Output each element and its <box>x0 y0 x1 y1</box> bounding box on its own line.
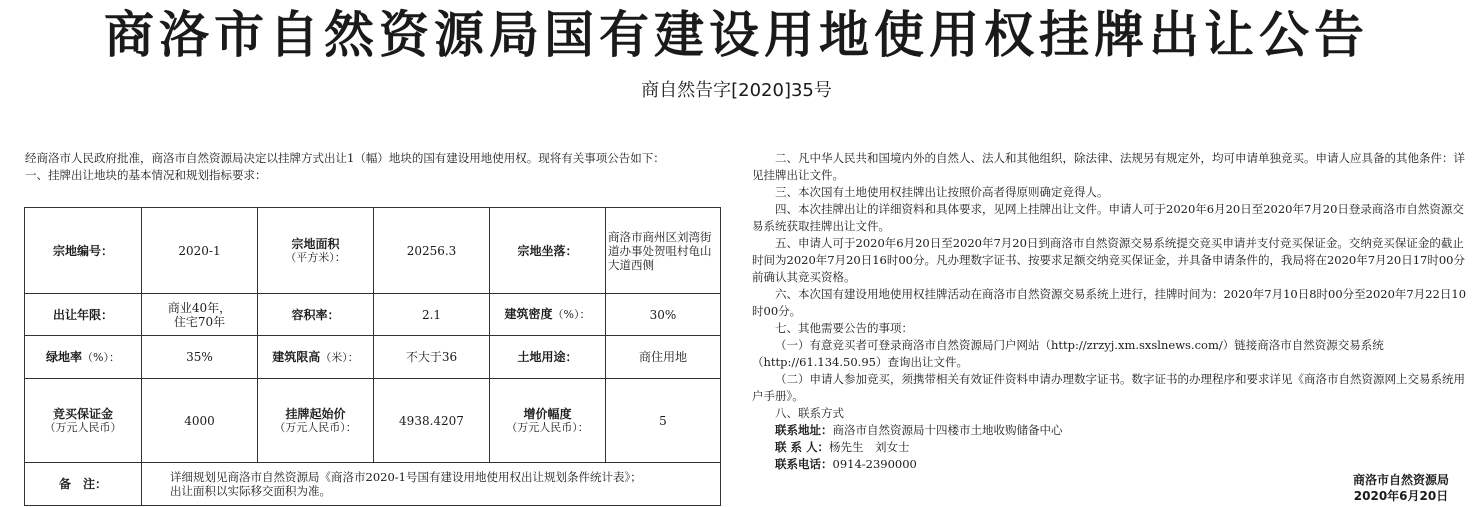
paragraph-4: 四、本次挂牌出让的详细资料和具体要求，见网上挂牌出让文件。申请人可于2020年6月20日至2020年7月20日登录商洛市自然资源交易系统获取挂牌出让文件。 <box>752 202 1464 233</box>
term-residential: 住宅70年 <box>173 314 226 329</box>
contact-person <box>752 439 1471 456</box>
remarks-value <box>142 463 721 506</box>
height-limit-label-text: 建筑限高 <box>272 349 321 364</box>
parcel-location-label: 宗地坐落： <box>490 208 606 294</box>
contact-person-label: 联 系 人： <box>775 440 830 454</box>
term-value <box>142 294 258 336</box>
paragraph-6: 六、本次国有建设用地使用权挂牌活动在商洛市自然资源交易系统上进行，挂牌时间为：2020年7月10日8时00分至2020年7月22日10时00分。 <box>752 287 1467 318</box>
contact-phone <box>752 456 1471 473</box>
paragraph-7: 七、其他需要公告的事项： <box>775 321 913 335</box>
land-use-value: 商住用地 <box>606 336 721 379</box>
building-density-label-text: 建筑密度 <box>504 307 553 321</box>
remarks-line-2: 出让面积以实际移交面积为准。 <box>170 484 331 498</box>
contact-address-label: 联系地址： <box>775 423 833 437</box>
paragraph-8: 八、联系方式 <box>775 406 844 420</box>
parcel-area-unit: （平方米）： <box>285 250 346 264</box>
height-limit-value: 不大于36 <box>374 336 490 379</box>
paragraph-7b: （二）申请人参加竞买，须携带相关有效证件资料申请办理数字证书。数字证书的办理程序和要求详见《商洛市自然资源网上交易系统用户手册》。 <box>752 372 1465 403</box>
signature-block <box>1353 472 1449 504</box>
paragraph-5: 五、申请人可于2020年6月20日至2020年7月20日到商洛市自然资源交易系统提交竞买申请并支付竞买保证金。交纳竞买保证金的截止时间为2020年7月20日16时00分。凡办理数字证书、按要求足额交纳竞买保证金，并具备申请条件的，我局将在2020年7月20日17时00分前确认其竞买资格。 <box>752 236 1465 284</box>
paragraph-7a: （一）有意竞买者可登录商洛市自然资源局门户网站（http://zrzyj.xm.sxslnews.com/）链接商洛市自然资源交易系统（http://61.134.50.95）查询出让文件。 <box>752 338 1384 369</box>
contact-person-value: 杨先生 刘女士 <box>829 440 910 454</box>
signature-date: 2020年6月20日 <box>1353 489 1449 503</box>
remarks-line-1: 详细规划见商洛市自然资源局《商洛市2020-1号国有建设用地使用权出让规划条件统计表》； <box>170 470 642 484</box>
table-row <box>25 294 721 336</box>
parcel-area-label-text: 宗地面积 <box>291 236 340 251</box>
section-heading-1: 一、挂牌出让地块的基本情况和规划指标要求： <box>25 168 267 182</box>
green-ratio-label <box>25 336 142 379</box>
deposit-label-text: 竞买保证金 <box>52 406 113 421</box>
starting-price-value: 4938.4207 <box>374 379 490 463</box>
parcel-number-label: 宗地编号： <box>25 208 142 294</box>
parcel-area-label <box>258 208 374 294</box>
green-ratio-label-text: 绿地率 <box>46 349 83 364</box>
deposit-unit: （万元人民币） <box>44 420 122 434</box>
page-title: 商洛市自然资源局国有建设用地使用权挂牌出让公告 <box>104 6 1369 64</box>
contact-phone-label: 联系电话： <box>775 457 833 471</box>
intro-paragraph: 经商洛市人民政府批准，商洛市自然资源局决定以挂牌方式出让1（幅）地块的国有建设用地使用权。现将有关事项公告如下： <box>25 151 665 165</box>
table-row <box>25 379 721 463</box>
building-density-value: 30% <box>606 294 721 336</box>
increment-value: 5 <box>606 379 721 463</box>
green-ratio-value: 35% <box>142 336 258 379</box>
remarks-label: 备 注： <box>25 463 142 506</box>
deposit-value: 4000 <box>142 379 258 463</box>
height-limit-label <box>258 336 374 379</box>
contact-address <box>752 422 1471 439</box>
plot-ratio-value: 2.1 <box>374 294 490 336</box>
increment-unit: （万元人民币）： <box>506 420 589 434</box>
signature-org: 商洛市自然资源局 <box>1352 473 1449 487</box>
building-density-label <box>490 294 606 336</box>
land-use-label: 土地用途： <box>490 336 606 379</box>
starting-price-label-text: 挂牌起始价 <box>285 406 346 421</box>
parcel-number-value: 2020-1 <box>142 208 258 294</box>
building-density-unit: （%）： <box>552 308 591 321</box>
contact-address-value: 商洛市自然资源局十四楼市土地收购储备中心 <box>832 423 1063 437</box>
plot-ratio-label: 容积率： <box>258 294 374 336</box>
starting-price-unit: （万元人民币）： <box>274 420 357 434</box>
contact-phone-value: 0914-2390000 <box>832 457 917 471</box>
starting-price-label <box>258 379 374 463</box>
land-info-table <box>24 207 721 506</box>
table-row <box>25 463 721 506</box>
height-limit-unit: （米）： <box>320 350 359 364</box>
table-row <box>25 208 721 294</box>
document-number: 商自然告字[2020]35号 <box>641 80 832 101</box>
parcel-location-value: 商洛市商州区刘湾街道办事处贺咀村龟山大道西侧 <box>606 208 721 294</box>
parcel-area-value: 20256.3 <box>374 208 490 294</box>
paragraph-3: 三、本次国有土地使用权挂牌出让按照价高者得原则确定竞得人。 <box>775 185 1109 199</box>
right-column <box>752 150 1471 473</box>
increment-label <box>490 379 606 463</box>
left-column <box>2 150 724 184</box>
term-label: 出让年限： <box>25 294 142 336</box>
green-ratio-unit: （%）： <box>82 350 120 364</box>
table-row <box>25 336 721 379</box>
increment-label-text: 增价幅度 <box>523 406 572 421</box>
paragraph-2: 二、凡中华人民共和国境内外的自然人、法人和其他组织，除法律、法规另有规定外，均可申请单独竞买。申请人应具备的其他条件：详见挂牌出让文件。 <box>752 151 1465 182</box>
deposit-label <box>25 379 142 463</box>
term-commercial: 商业40年， <box>167 300 232 315</box>
